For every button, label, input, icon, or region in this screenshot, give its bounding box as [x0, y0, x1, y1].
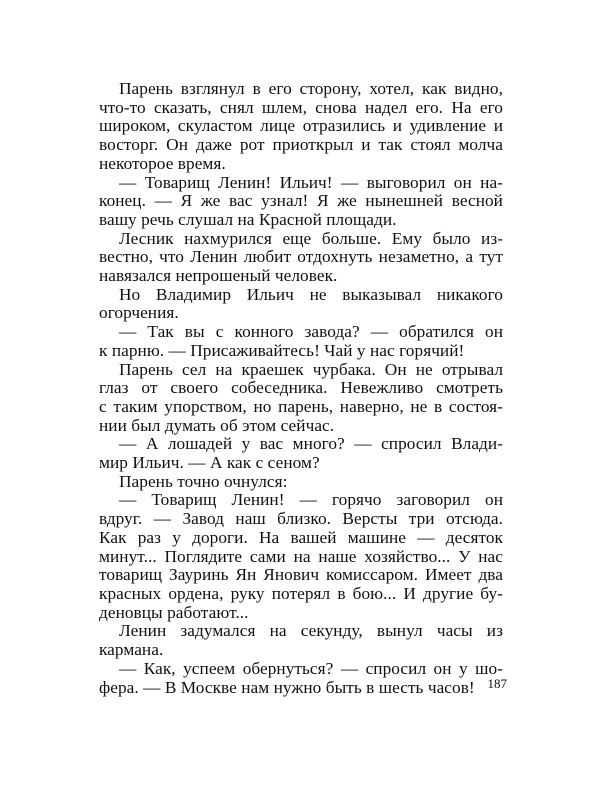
paragraph: [99, 230, 503, 286]
text-line: Парень точно очнулся:: [119, 472, 288, 491]
text-line: что-то сказать, снял шлем, снова надел его. На его: [99, 98, 503, 117]
text-line: Но Владимир Ильич не выказывал никакого: [119, 285, 503, 304]
paragraph: [99, 473, 503, 492]
text-line: Парень взглянул в его сторону, хотел, как видно,: [119, 80, 503, 98]
text-line: глаз от своего собеседника. Невежливо смотреть: [99, 379, 503, 398]
text-line: огорчения.: [99, 304, 179, 323]
text-line: с таким упорством, но парень, наверно, не в состоя-: [99, 397, 503, 416]
text-line: некоторое время.: [99, 154, 226, 173]
text-line: к парню. — Присаживайтесь! Чай у нас горячий!: [99, 341, 465, 360]
text-line: мир Ильич. — А как с сеном?: [99, 454, 320, 473]
text-line: деновцы работают...: [99, 603, 249, 622]
paragraph: [99, 174, 503, 230]
paragraph: [99, 323, 503, 360]
text-line: нии был думать об этом сейчас.: [99, 416, 335, 435]
text-line: восторг. Он даже рот приоткрыл и так стоял молча: [99, 136, 503, 155]
text-line: фера. — В Москве нам нужно быть в шесть часов!: [99, 678, 475, 697]
text-line: Как раз у дороги. На вашей машине — десяток: [99, 528, 503, 547]
body-text: [99, 80, 503, 697]
paragraph: [99, 80, 503, 174]
text-line: товарищ Зауринь Ян Янович комиссаром. Имеет два: [99, 566, 503, 585]
paragraph: [99, 660, 503, 697]
text-line: Лесник нахмурился еще больше. Ему было из-: [119, 229, 503, 248]
text-line: Парень сел на краешек чурбака. Он не отрывал: [119, 360, 503, 379]
text-line: — Как, успеем обернуться? — спросил он у шо-: [119, 659, 503, 678]
text-line: — Товарищ Ленин! Ильич! — выговорил он на-: [119, 173, 503, 192]
text-line: навязался непрошеный человек.: [99, 267, 338, 286]
paragraph: [99, 361, 503, 436]
text-line: конец. — Я же вас узнал! Я же нынешней весной: [99, 192, 503, 211]
paragraph: [99, 286, 503, 323]
text-line: — А лошадей у вас много? — спросил Влади-: [119, 435, 503, 454]
text-line: широком, скуластом лице отразились и удивление и: [99, 117, 503, 136]
text-line: минут... Поглядите сами на наше хозяйство... У нас: [99, 547, 503, 566]
text-line: — Так вы с конного завода? — обратился он: [119, 323, 503, 342]
text-line: вашу речь слушал на Красной площади.: [99, 210, 397, 229]
paragraph: [99, 622, 503, 659]
page-number: 187: [487, 676, 507, 691]
text-line: вдруг. — Завод наш близко. Версты три отсюда.: [99, 510, 503, 529]
paragraph: [99, 435, 503, 472]
text-line: Ленин задумался на секунду, вынул часы из: [119, 622, 503, 641]
text-line: вестно, что Ленин любит отдохнуть незаметно, а тут: [99, 248, 503, 267]
paragraph: [99, 491, 503, 622]
text-line: красных ордена, руку потерял в бою... И другие бу-: [99, 584, 503, 603]
text-line: кармана.: [99, 641, 164, 660]
text-line: — Товарищ Ленин! — горячо заговорил он: [119, 491, 503, 510]
